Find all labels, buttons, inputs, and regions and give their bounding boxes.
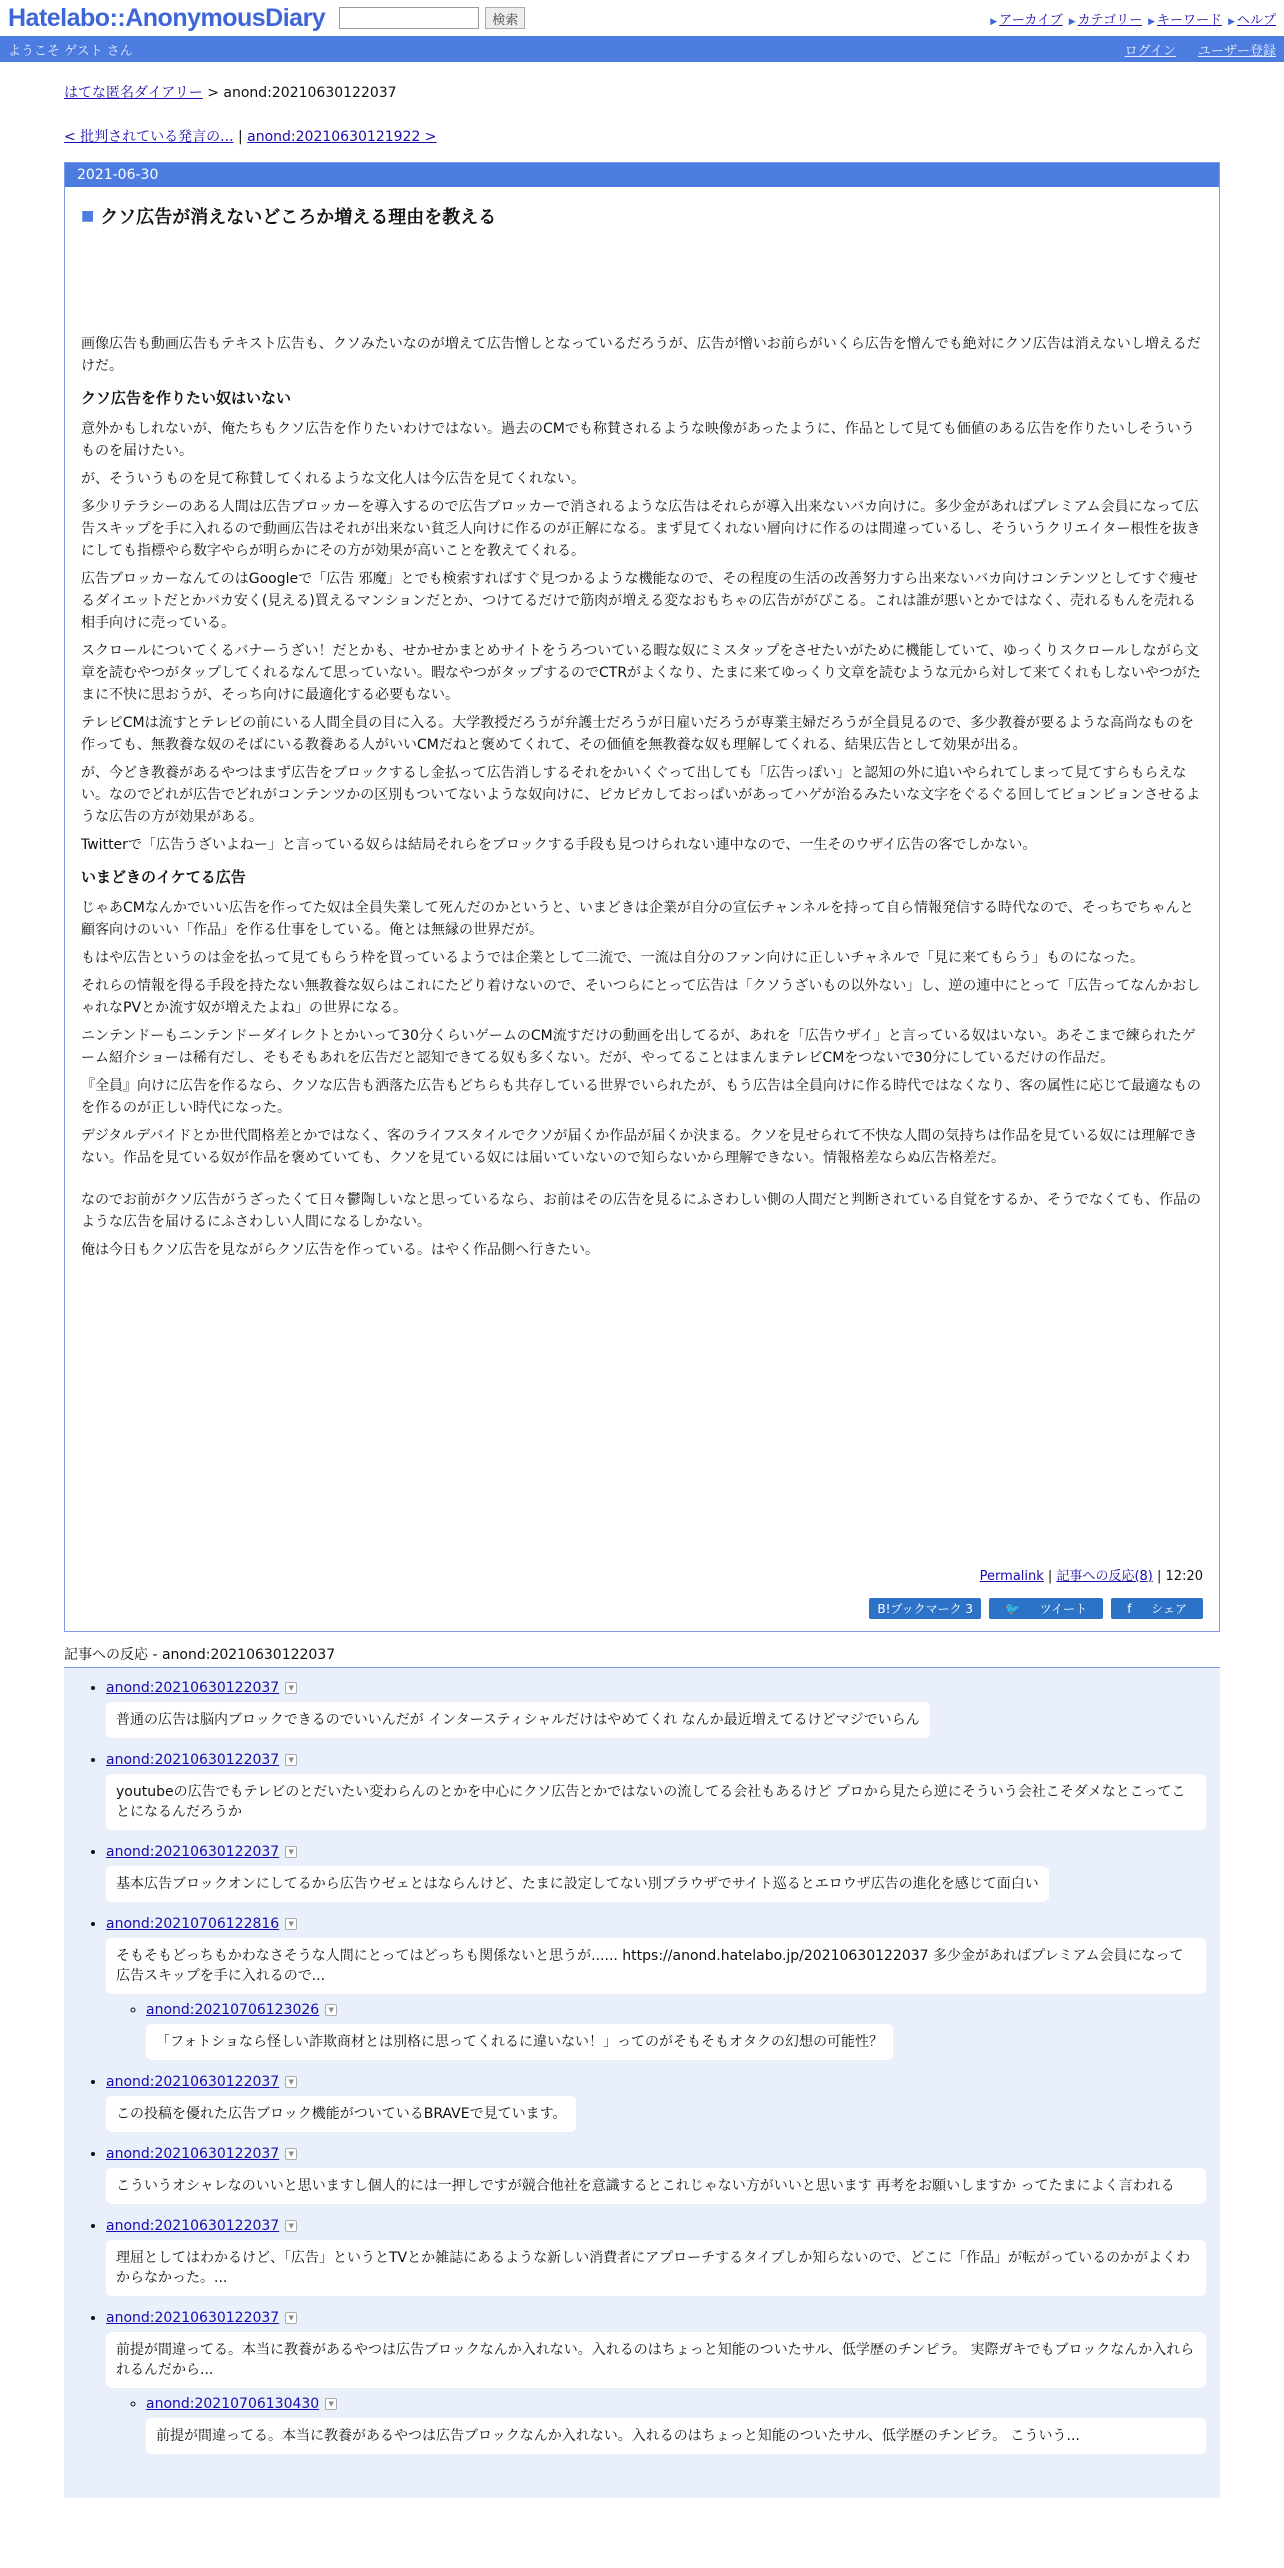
reaction-link[interactable]: anond:20210630122037 [106, 2146, 280, 2162]
dropdown-icon[interactable]: ▼ [285, 1918, 297, 1930]
dropdown-icon[interactable]: ▼ [285, 1754, 297, 1766]
permalink-link[interactable]: Permalink [979, 1569, 1044, 1584]
help-link[interactable]: ヘルプ [1236, 12, 1276, 28]
article-footer [81, 1565, 1203, 1584]
search-input[interactable] [339, 7, 479, 29]
reaction-text: この投稿を優れた広告ブロック機能がついているBRAVEで見ています。 [106, 2096, 576, 2132]
reaction-link[interactable]: anond:20210630122037 [106, 2074, 280, 2090]
article [64, 162, 1220, 1632]
article-body [65, 203, 1219, 1619]
search-button[interactable]: 検索 [485, 7, 525, 29]
paragraph: スクロールについてくるバナーうざい！だとかも、せかせかまとめサイトをうろついている暇な奴にミスタップをさせたいがために機能していて、ゆっくりスクロールしながら文章を読むやつがタップしてくれるなんて思っていない。暇なやつがタップするのでCTRがよくなり、たまに来てゆっくり文章を読むような元から対して来てくれもしないやつがたまに不快に思おうが、そっち向けに最適化する必要もない。 [81, 643, 1201, 703]
reaction-reply-item [146, 2396, 1206, 2454]
facebook-icon: f [1119, 1600, 1143, 1618]
spacer [81, 1175, 1203, 1189]
reaction-reply-text: 前提が間違ってる。本当に教養があるやつは広告ブロックなんか入れない。入れるのはちょっと知能のついたサル、低学歴のチンピラ。 こういう... [146, 2418, 1206, 2454]
paragraph: 広告ブロッカーなんてのはGoogleで「広告 邪魔」とでも検索すればすぐ見つかるような機能なので、その程度の生活の改善努力すら出来ないバカ向けコンテンツとしてすぐ痩せるダイエットだとかバカ安く(見える)買えるマンションだとか、つけてるだけで筋肉が増える変なおもちゃの広告ががぴこる。これは誰が悪いとかではなく、売れるもんを売れる相手向けに売っている。 [81, 571, 1198, 631]
triangle-icon: ▶ [1148, 16, 1156, 27]
reaction-item [106, 1844, 1206, 1902]
dropdown-icon[interactable]: ▼ [325, 2004, 337, 2016]
paragraph: テレビCMは流すとテレビの前にいる人間全員の目に入る。大学教授だろうが弁護士だろうが日雇いだろうが専業主婦だろうが全員見るので、多少教養が要るような高尚なものを作っても、無教養な奴のそばにいる教養ある人がいいCMだねと褒めてくれて、その価値を無教養な奴も理解してくれる、結果広告として効果が出る。 [81, 715, 1195, 753]
article-date[interactable]: 2021-06-30 [65, 163, 1219, 187]
reaction-item [106, 2074, 1206, 2132]
paragraph: 俺は今日もクソ広告を見ながらクソ広告を作っている。はやく作品側へ行きたい。 [81, 1242, 599, 1258]
archive-link[interactable]: アーカイブ [999, 12, 1063, 28]
main-content [64, 82, 1220, 2498]
dropdown-icon[interactable]: ▼ [285, 2076, 297, 2088]
reaction-reply-text: 「フォトショなら怪しい詐欺商材とは別格に思ってくれるに違いない！」ってのがそもそもオタクの幻想の可能性？ [146, 2024, 893, 2060]
reactions-list [64, 1668, 1220, 2498]
breadcrumb-current: anond:20210630122037 [223, 85, 397, 101]
paragraph: 意外かもしれないが、俺たちもクソ広告を作りたいわけではない。過去のCMでも称賛されるような映像があったように、作品として見ても価値のある広告を作りたいしそういうものを届けたい。 [81, 421, 1195, 459]
reaction-item [106, 2146, 1206, 2204]
breadcrumb-home-link[interactable]: はてな匿名ダイアリー [64, 85, 203, 101]
reaction-item [106, 1680, 1206, 1738]
breadcrumb [64, 82, 1220, 102]
reaction-item [106, 2218, 1206, 2296]
triangle-icon: ▶ [1068, 16, 1076, 27]
register-link[interactable]: ユーザー登録 [1197, 43, 1276, 59]
dropdown-icon[interactable]: ▼ [325, 2398, 337, 2410]
paragraph: ニンテンドーもニンテンドーダイレクトとかいって30分くらいゲームのCM流すだけの動画を出してるが、あれを「広告ウザイ」と言っている奴はいない。あそこまで練られたゲーム紹介ショーは稀有だし、そもそもあれを広告だと認知できてる奴も多くない。だが、やってることはまんまテレビCMをつないで30分にしているだけの作品だ。 [81, 1028, 1196, 1066]
article-title-text: クソ広告が消えないどころか増える理由を教える [100, 207, 497, 228]
tweet-label: ツイート [1032, 1600, 1095, 1618]
reaction-link[interactable]: anond:20210630122037 [106, 2218, 280, 2234]
paragraph: 『全員』向けに広告を作るなら、クソな広告も洒落た広告もどちらも共存している世界でいられたが、もう広告は全員向けに作る時代ではなくなり、客の属性に応じて最適なものを作るのが正しい時代になった。 [81, 1078, 1201, 1116]
reaction-reply-item [146, 2002, 1206, 2060]
paragraph: が、そういうものを見て称賛してくれるような文化人は今広告を見てくれない。 [81, 471, 585, 487]
dropdown-icon[interactable]: ▼ [285, 1846, 297, 1858]
prev-article-link[interactable]: < 批判されている発言の... [64, 129, 234, 145]
reaction-text: 普通の広告は脳内ブロックできるのでいいんだが インタースティシャルだけはやめてくれ なんか最近増えてるけどマジでいらん [106, 1702, 930, 1738]
reaction-link[interactable]: anond:20210630122037 [106, 1680, 280, 1696]
dropdown-icon[interactable]: ▼ [285, 2312, 297, 2324]
facebook-label: シェア [1143, 1600, 1195, 1618]
section-heading: クソ広告を作りたい奴はいない [81, 389, 292, 407]
reaction-link[interactable]: anond:20210630122037 [106, 1752, 280, 1768]
top-bar [0, 0, 1284, 36]
reactions-header: 記事への反応 - anond:20210630122037 [64, 1644, 1220, 1668]
reaction-link[interactable]: anond:20210630122037 [106, 2310, 280, 2326]
tweet-button[interactable] [989, 1598, 1103, 1619]
paragraph: それらの情報を得る手段を持たない無教養な奴らはこれにたどり着けないので、そいつらにとって広告は「クソうざいもの以外ない」し、逆の連中にとって「広告ってなんかおしゃれなPVとか流す奴が増えたよね」の世界になる。 [81, 978, 1201, 1016]
paragraph: なのでお前がクソ広告がうざったくて日々鬱陶しいなと思っているなら、お前はその広告を見るにふさわしい側の人間だと判断されている自覚をするか、そうでなくても、作品のような広告を届けるにふさわしい人間になるしかない。 [81, 1192, 1201, 1230]
paragraph: が、今どき教養があるやつはまず広告をブロックするし金払って広告消しするそれをかいくぐって出しても「広告っぽい」と認知の外に追いやられてしまって見てすらもらえない。なのでどれが広告でどれがコンテンツかの区別もついてないような奴向けに、ピカピカしておっぱいがあってハゲが治るみたいな文字をぐるぐる回してビョンビョンさせるような広告の方が効果がある。 [81, 765, 1201, 825]
paragraph: デジタルデバイドとか世代間格差とかではなく、客のライフスタイルでクソが届くか作品が届くか決まる。クソを見せられて不快な人間の気持ちは作品を見ている奴には理解できない。作品を見ている奴が作品を褒めていても、クソを見ている奴には届いていないので知らないから理解できない。情報格差ならぬ広告格差だ。 [81, 1128, 1198, 1166]
reaction-reply-link[interactable]: anond:20210706123026 [146, 2002, 320, 2018]
share-buttons [81, 1598, 1203, 1619]
reaction-reply-link[interactable]: anond:20210706130430 [146, 2396, 320, 2412]
dropdown-icon[interactable]: ▼ [285, 2148, 297, 2160]
paragraph: じゃあCMなんかでいい広告を作ってた奴は全員失業して死んだのかというと、いまどきは企業が自分の宣伝チャンネルを持って自ら情報発信する時代なので、そっちでちゃんと顧客向けのいい「作品」を作る仕事をしている。俺とは無縁の世界だが。 [81, 900, 1194, 938]
dropdown-icon[interactable]: ▼ [285, 1682, 297, 1694]
reaction-item [106, 1752, 1206, 1830]
paragraph: もはや広告というのは金を払って見てもらう枠を買っているようでは企業として二流で、一流は自分のファン向けに正しいチャネルで「見に来てもらう」ものになった。 [81, 950, 1145, 966]
category-link[interactable]: カテゴリー [1077, 12, 1143, 28]
welcome-text: ようこそ ゲスト さん [8, 43, 133, 59]
paragraph: 画像広告も動画広告もテキスト広告も、クソみたいなのが増えて広告憎しとなっているだろうが、広告が憎いお前らがいくら広告を憎んでも絶対にクソ広告は消えないし増えるだけだ。 [81, 336, 1201, 374]
triangle-icon: ▶ [1228, 16, 1235, 27]
reaction-item [106, 2310, 1206, 2454]
post-time: | 12:20 [1157, 1569, 1203, 1584]
reaction-link[interactable]: anond:20210630122037 [106, 1844, 280, 1860]
prev-next-nav [64, 126, 1220, 146]
footer-separator: | [1043, 1569, 1057, 1584]
paragraph: 多少リテラシーのある人間は広告ブロッカーを導入するので広告ブロッカーで消されるような広告はそれらが導入出来ないバカ向けに。多少金があればプレミアム会員になって広告スキップを手に入れるので動画広告はそれが出来ない貧乏人向けに作るのが正解になる。まず見てくれない層向けに作るのは間違っているし、そういうクリエイター根性を抜きにしても指標やら数字やらが明らかにその方が効果が高いことを教えてくれる。 [81, 499, 1201, 559]
reaction-text: 理屈としてはわかるけど、「広告」というとTVとか雑誌にあるような新しい消費者にアプローチするタイプしか知らないので、どこに「作品」が転がっているのかがよくわからなかった。... [106, 2240, 1206, 2296]
reactions-count-link[interactable]: 記事への反応(8) [1056, 1569, 1153, 1584]
reaction-text: 前提が間違ってる。本当に教養があるやつは広告ブロックなんか入れない。入れるのはちょっと知能のついたサル、低学歴のチンピラ。 実際ガキでもブロックなんか入れられるんだから... [106, 2332, 1206, 2388]
triangle-icon: ▶ [990, 16, 998, 27]
keyword-link[interactable]: キーワード [1157, 12, 1223, 28]
site-logo[interactable]: Hatelabo::AnonymousDiary [8, 3, 326, 32]
top-links [990, 9, 1276, 28]
reaction-item [106, 1916, 1206, 2060]
breadcrumb-separator: > [202, 85, 224, 101]
next-article-link[interactable]: anond:20210630121922 > [247, 129, 437, 145]
reaction-text: 基本広告ブロックオンにしてるから広告ウゼェとはならんけど、たまに設定してない別ブラウザでサイト巡るとエロウザ広告の進化を感じて面白い [106, 1866, 1049, 1902]
login-link[interactable]: ログイン [1124, 43, 1176, 59]
reaction-text: こういうオシャレなのいいと思いますし個人的には一押しですが競合他社を意識するとこれじゃない方がいいと思います 再考をお願いしますか ってたまによく言われる [106, 2168, 1206, 2204]
reaction-text: youtubeの広告でもテレビのとだいたい変わらんのとかを中心にクソ広告とかではないの流してる会社もあるけど プロから見たら逆にそういう会社こそダメなとこってことになるんだろうか [106, 1774, 1206, 1830]
twitter-icon: 🐦 [997, 1600, 1032, 1618]
dropdown-icon[interactable]: ▼ [285, 2220, 297, 2232]
hatena-bookmark-button[interactable]: B!ブックマーク 3 [869, 1598, 981, 1619]
square-bullet-icon[interactable]: ■ [81, 208, 95, 224]
nav-separator: | [233, 129, 248, 145]
article-title [81, 203, 1203, 229]
facebook-share-button[interactable] [1111, 1598, 1203, 1619]
reaction-link[interactable]: anond:20210706122816 [106, 1916, 280, 1932]
reaction-text: そもそもどっちもかわなさそうな人間にとってはどっちも関係ないと思うが...... https://anond.hatelabo.jp/20210630122037 多少金があればプレミアム会員になって広告スキップを手に入れるので... [106, 1938, 1206, 1994]
section-heading: いまどきのイケてる広告 [81, 868, 246, 886]
ad-space [81, 229, 1203, 333]
user-bar [0, 36, 1284, 62]
paragraph: Twitterで「広告うざいよねー」と言っている奴らは結局それらをブロックする手段も見つけられない連中なので、一生そのウザイ広告の客でしかない。 [81, 837, 1037, 853]
